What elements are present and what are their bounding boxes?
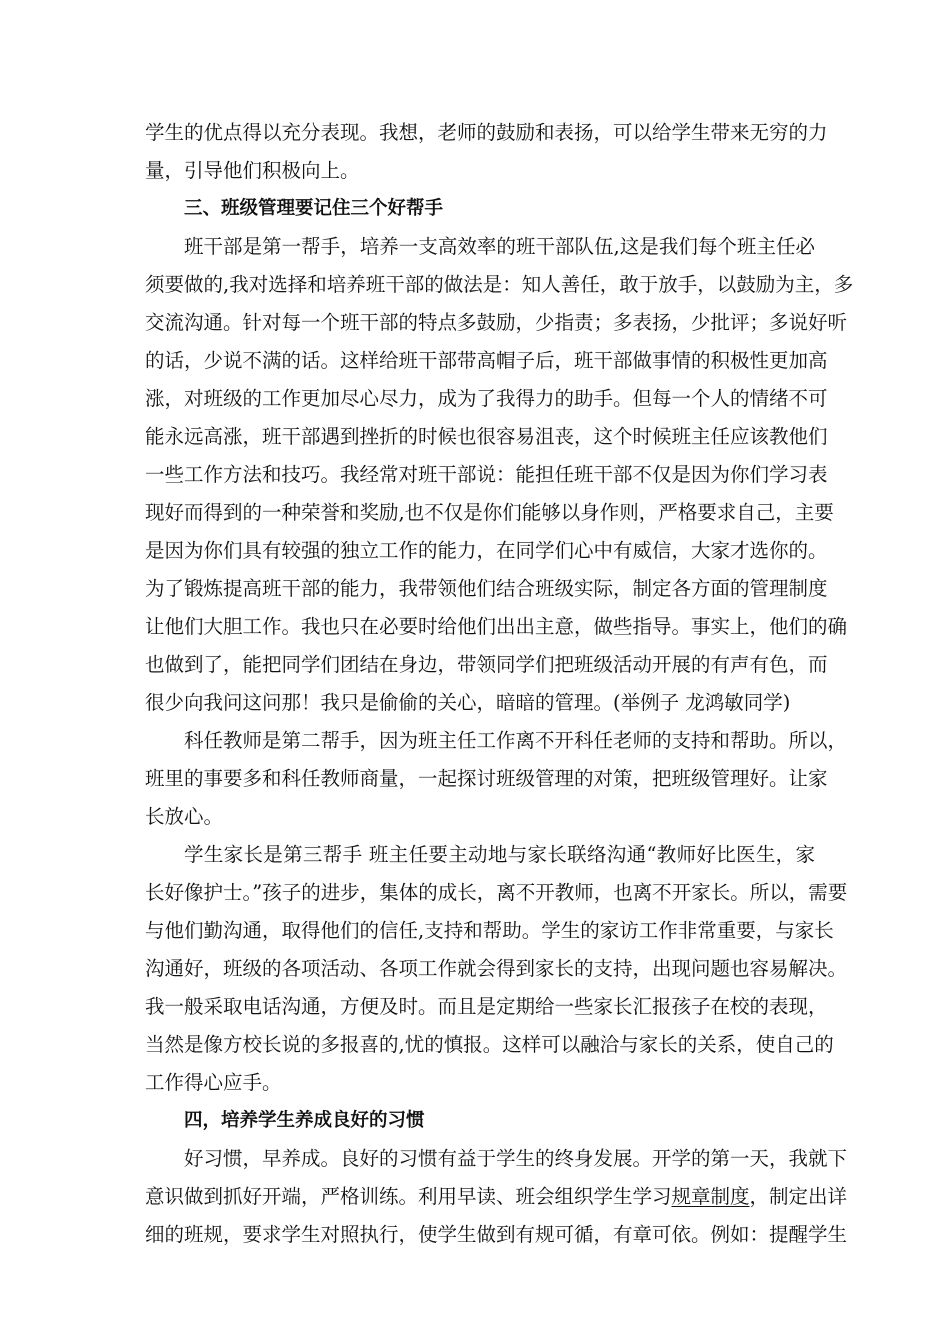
paragraph-line: 班干部是第一帮手，培养一支高效率的班干部队伍,这是我们每个班主任必 bbox=[184, 235, 815, 258]
section-heading-4: 四，培养学生养成良好的习惯 bbox=[184, 1110, 425, 1131]
paragraph-line: 为了锻炼提高班干部的能力，我带领他们结合班级实际，制定各方面的管理制度 bbox=[145, 577, 828, 600]
section-heading-3: 三、班级管理要记住三个好帮手 bbox=[184, 198, 444, 219]
paragraph-line: 让他们大胆工作。我也只在必要时给他们出出主意，做些指导。事实上，他们的确 bbox=[145, 615, 848, 638]
paragraph-line: 班里的事要多和科任教师商量，一起探讨班级管理的对策，把班级管理好。让家 bbox=[145, 767, 828, 790]
paragraph-line: 长好像护士。”孩子的进步，集体的成长，离不开教师，也离不开家长。所以，需要 bbox=[145, 881, 848, 904]
paragraph-line: 一些工作方法和技巧。我经常对班干部说：能担任班干部不仅是因为你们学习表 bbox=[145, 463, 828, 486]
paragraph-line: 是因为你们具有较强的独立工作的能力，在同学们心中有威信，大家才选你的。 bbox=[145, 539, 828, 562]
paragraph-line: 能永远高涨，班干部遇到挫折的时候也很容易沮丧，这个时候班主任应该教他们 bbox=[145, 425, 828, 448]
paragraph-text: ，制定出详 bbox=[749, 1185, 848, 1208]
paragraph-line: 长放心。 bbox=[145, 805, 224, 828]
paragraph-line: 也做到了，能把同学们团结在身边，带领同学们把班级活动开展的有声有色，而 bbox=[145, 653, 828, 676]
paragraph-line: 交流沟通。针对每一个班干部的特点多鼓励，少指责；多表扬，少批评；多说好听 bbox=[145, 311, 848, 334]
paragraph-line: 须要做的,我对选择和培养班干部的做法是：知人善任，敢于放手，以鼓励为主，多 bbox=[145, 273, 854, 296]
paragraph-line: 工作得心应手。 bbox=[145, 1071, 282, 1094]
paragraph-line: 当然是像方校长说的多报喜的,忧的慎报。这样可以融洽与家长的关系，使自己的 bbox=[145, 1033, 834, 1056]
paragraph-text: 意识做到抓好开端，严格训练。利用早读、班会组织学生学习 bbox=[145, 1185, 672, 1208]
paragraph-line: 学生的优点得以充分表现。我想，老师的鼓励和表扬，可以给学生带来无穷的力 bbox=[145, 121, 828, 144]
paragraph-line: 科任教师是第二帮手，因为班主任工作离不开科任老师的支持和帮助。所以， bbox=[184, 729, 848, 752]
paragraph-line: 沟通好，班级的各项活动、各项工作就会得到家长的支持，出现问题也容易解决。 bbox=[145, 957, 848, 980]
paragraph-line: 好习惯，早养成。良好的习惯有益于学生的终身发展。开学的第一天，我就下 bbox=[184, 1147, 848, 1170]
paragraph-line: 涨，对班级的工作更加尽心尽力，成为了我得力的助手。但每一个人的情绪不可 bbox=[145, 387, 828, 410]
paragraph-line bbox=[145, 1185, 848, 1209]
paragraph-line: 学生家长是第三帮手 班主任要主动地与家长联络沟通“教师好比医生，家 bbox=[184, 843, 815, 866]
paragraph-line: 细的班规，要求学生对照执行，使学生做到有规可循，有章可依。例如：提醒学生 bbox=[145, 1223, 848, 1246]
paragraph-line: 现好而得到的一种荣誉和奖励,也不仅是你们能够以身作则，严格要求自己，主要 bbox=[145, 501, 834, 524]
paragraph-line: 的话，少说不满的话。这样给班干部带高帽子后，班干部做事情的积极性更加高 bbox=[145, 349, 828, 372]
paragraph-line: 量，引导他们积极向上。 bbox=[145, 159, 360, 182]
paragraph-line: 很少向我问这问那！我只是偷偷的关心，暗暗的管理。(举例子 龙鸿敏同学) bbox=[145, 691, 791, 714]
rules-link[interactable]: 规章制度 bbox=[671, 1185, 750, 1208]
paragraph-line: 我一般采取电话沟通，方便及时。而且是定期给一些家长汇报孩子在校的表现， bbox=[145, 995, 828, 1018]
paragraph-line: 与他们勤沟通，取得他们的信任,支持和帮助。学生的家访工作非常重要，与家长 bbox=[145, 919, 834, 942]
